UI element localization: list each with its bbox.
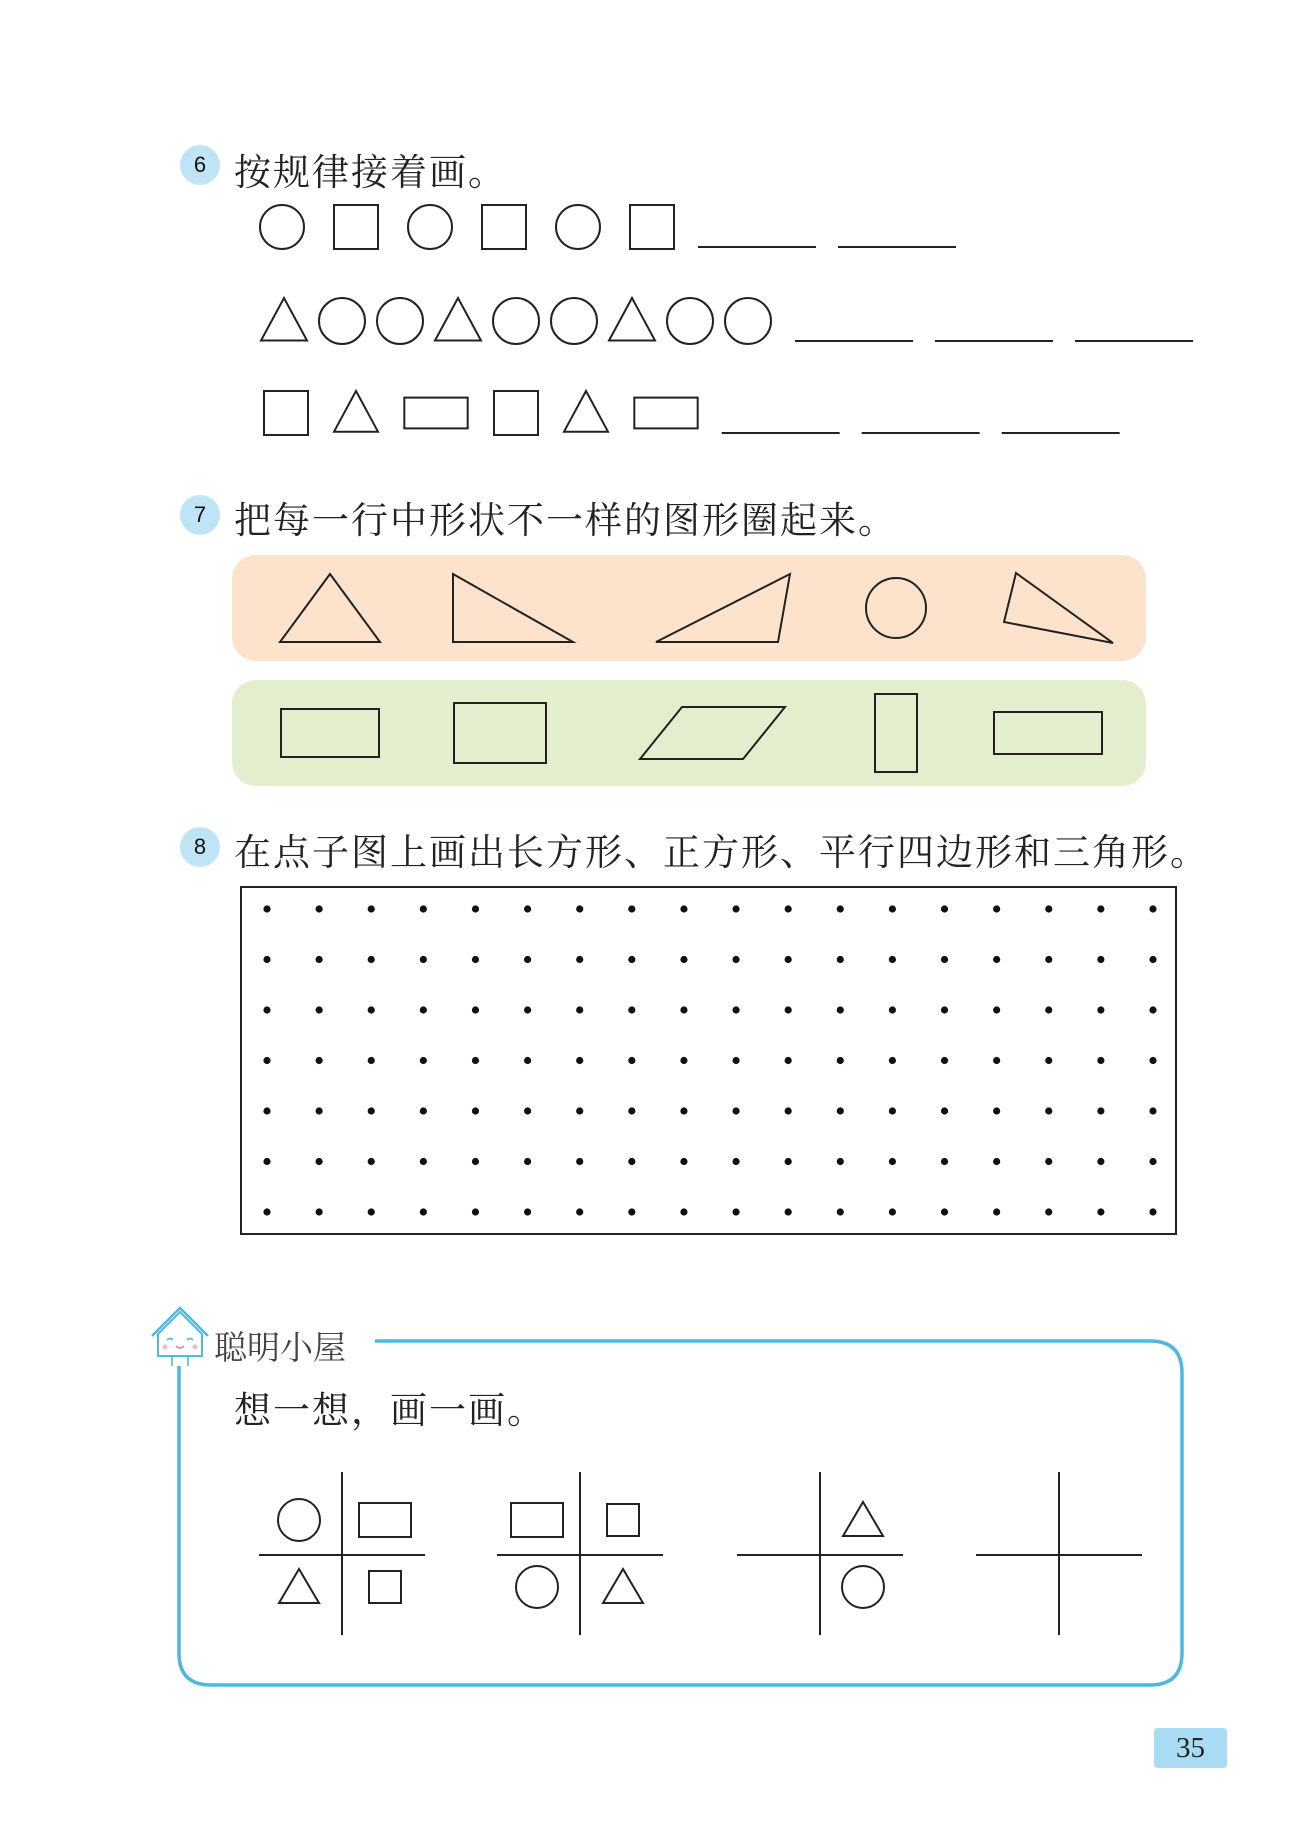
rectangle-shape — [359, 1503, 411, 1537]
smart-house-instruction: 想一想，画一画。 — [234, 1389, 546, 1432]
triangle-shape — [603, 1569, 643, 1603]
circle-shape — [516, 1566, 558, 1608]
question-6-number: 6 — [180, 145, 220, 185]
rectangle-shape — [511, 1503, 563, 1537]
triangle-shape — [279, 1569, 319, 1603]
page-number: 35 — [1154, 1728, 1227, 1768]
square-shape — [369, 1571, 401, 1603]
question-6-text: 按规律接着画。 — [234, 151, 507, 194]
circle-shape — [278, 1499, 320, 1541]
smart-house-title: 聪明小屋 — [214, 1328, 346, 1367]
square-shape — [607, 1504, 639, 1536]
question-7-text: 把每一行中形状不一样的图形圈起来。 — [234, 499, 897, 542]
question-7-number: 7 — [180, 495, 220, 535]
circle-shape — [842, 1566, 884, 1608]
question-8-text: 在点子图上画出长方形、正方形、平行四边形和三角形。 — [234, 831, 1209, 874]
question-8-number: 8 — [180, 827, 220, 867]
triangle-shape — [843, 1502, 883, 1536]
